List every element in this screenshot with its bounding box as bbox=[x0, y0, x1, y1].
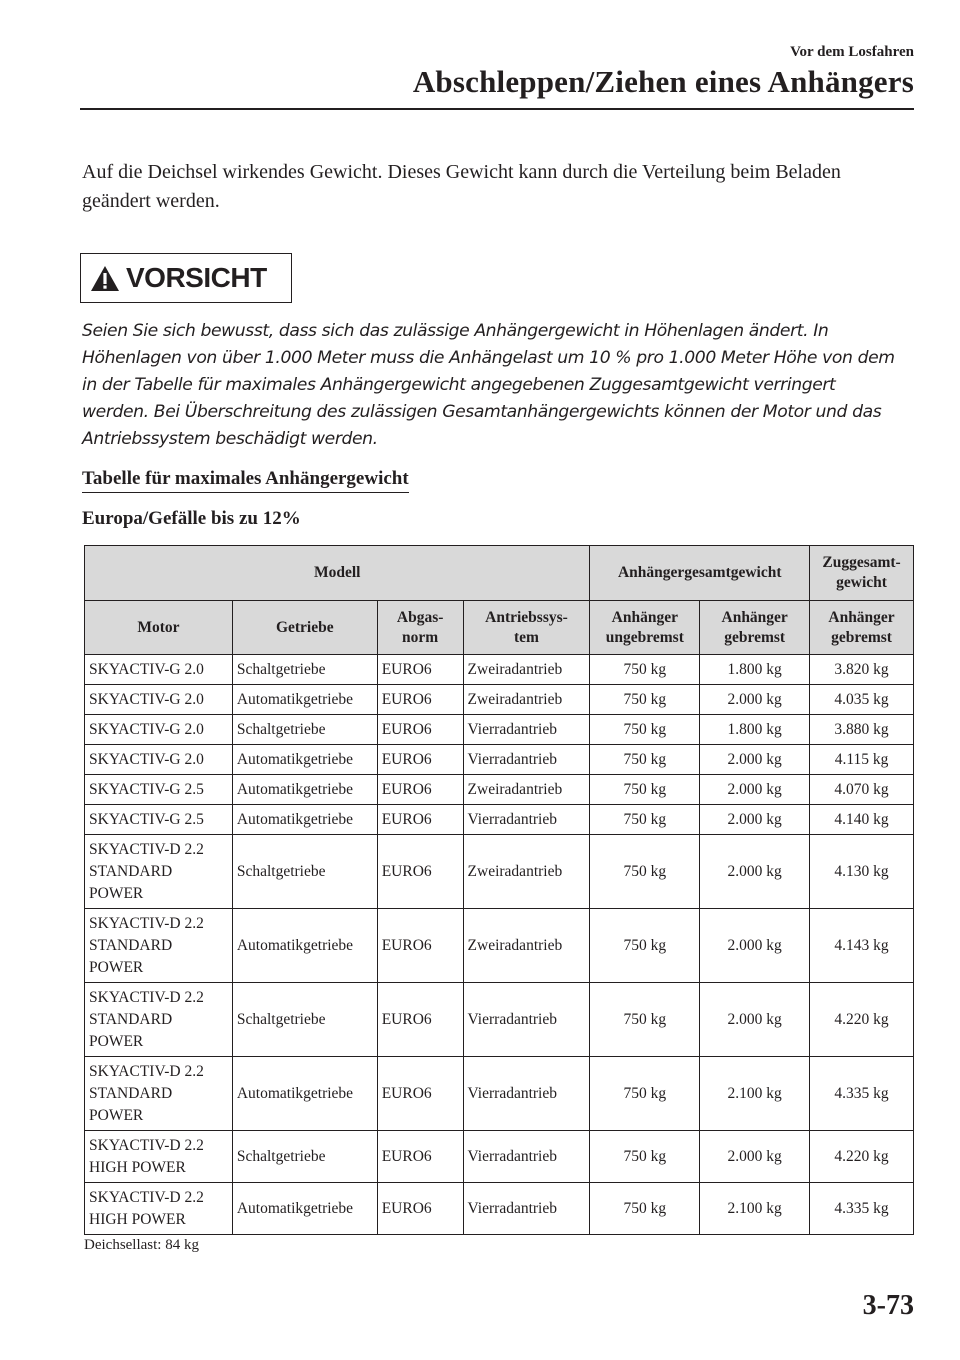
table-subheading: Europa/Gefälle bis zu 12% bbox=[82, 508, 301, 529]
cell-abgasnorm: EURO6 bbox=[377, 685, 463, 715]
table-heading: Tabelle für maximales Anhängergewicht bbox=[82, 468, 409, 493]
cell-abgasnorm: EURO6 bbox=[377, 745, 463, 775]
cell-motor: SKYACTIV-D 2.2 STANDARD POWER bbox=[85, 909, 233, 983]
cell-antriebssystem: Zweiradantrieb bbox=[463, 835, 590, 909]
cell-anhaenger-ungebremst: 750 kg bbox=[590, 835, 700, 909]
cell-anhaenger-ungebremst: 750 kg bbox=[590, 655, 700, 685]
cell-zuggesamtgewicht: 4.143 kg bbox=[810, 909, 914, 983]
cell-anhaenger-gebremst: 1.800 kg bbox=[700, 655, 810, 685]
group-header-anhaengergesamtgewicht: Anhängergesamtgewicht bbox=[590, 546, 810, 601]
cell-getriebe: Automatikgetriebe bbox=[232, 745, 377, 775]
cell-zuggesamtgewicht: 4.140 kg bbox=[810, 805, 914, 835]
table-row bbox=[85, 685, 914, 715]
cell-anhaenger-ungebremst: 750 kg bbox=[590, 805, 700, 835]
table-row bbox=[85, 983, 914, 1057]
table-row bbox=[85, 835, 914, 909]
cell-getriebe: Schaltgetriebe bbox=[232, 1131, 377, 1183]
cell-motor: SKYACTIV-D 2.2 STANDARD POWER bbox=[85, 983, 233, 1057]
cell-abgasnorm: EURO6 bbox=[377, 805, 463, 835]
cell-anhaenger-gebremst: 2.000 kg bbox=[700, 1131, 810, 1183]
cell-motor: SKYACTIV-G 2.0 bbox=[85, 685, 233, 715]
cell-motor: SKYACTIV-D 2.2 STANDARD POWER bbox=[85, 835, 233, 909]
cell-anhaenger-gebremst: 2.000 kg bbox=[700, 745, 810, 775]
cell-antriebssystem: Zweiradantrieb bbox=[463, 655, 590, 685]
cell-getriebe: Schaltgetriebe bbox=[232, 835, 377, 909]
cell-antriebssystem: Zweiradantrieb bbox=[463, 775, 590, 805]
cell-abgasnorm: EURO6 bbox=[377, 775, 463, 805]
cell-motor: SKYACTIV-D 2.2 HIGH POWER bbox=[85, 1183, 233, 1235]
cell-anhaenger-gebremst: 2.000 kg bbox=[700, 909, 810, 983]
cell-antriebssystem: Vierradantrieb bbox=[463, 715, 590, 745]
cell-anhaenger-ungebremst: 750 kg bbox=[590, 1057, 700, 1131]
cell-antriebssystem: Zweiradantrieb bbox=[463, 685, 590, 715]
cell-anhaenger-gebremst: 2.100 kg bbox=[700, 1057, 810, 1131]
caution-text: Seien Sie sich bewusst, dass sich das zulässige Anhängergewicht in Höhenlagen ändert. In Höhenlagen von über 1.000 Meter muss die Anhängelast um 10 % pro 1.000 Meter Höhe von dem in der Tabelle für maximales Anhängergewicht angegebenen Zuggesamtgewicht verringert werden. Bei Überschreitung des zulässigen Gesamtanhängergewichts können der Motor und das Antriebssystem beschädigt werden. bbox=[82, 321, 895, 449]
cell-getriebe: Automatikgetriebe bbox=[232, 685, 377, 715]
column-header-anhaenger-gebremst: Anhänger gebremst bbox=[700, 601, 810, 655]
cell-anhaenger-ungebremst: 750 kg bbox=[590, 1131, 700, 1183]
cell-getriebe: Automatikgetriebe bbox=[232, 775, 377, 805]
cell-motor: SKYACTIV-G 2.0 bbox=[85, 655, 233, 685]
cell-getriebe: Automatikgetriebe bbox=[232, 1057, 377, 1131]
cell-antriebssystem: Vierradantrieb bbox=[463, 1183, 590, 1235]
max-trailer-weight-table bbox=[84, 545, 914, 1235]
column-header-anhaenger-ungebremst: Anhänger ungebremst bbox=[590, 601, 700, 655]
column-header-abgasnorm: Abgas- norm bbox=[377, 601, 463, 655]
cell-abgasnorm: EURO6 bbox=[377, 1183, 463, 1235]
caution-box bbox=[80, 253, 292, 303]
cell-zuggesamtgewicht: 4.335 kg bbox=[810, 1057, 914, 1131]
footnote: Deichsellast: 84 kg bbox=[84, 1237, 199, 1253]
cell-anhaenger-ungebremst: 750 kg bbox=[590, 745, 700, 775]
cell-abgasnorm: EURO6 bbox=[377, 1131, 463, 1183]
cell-motor: SKYACTIV-G 2.5 bbox=[85, 805, 233, 835]
cell-zuggesamtgewicht: 4.335 kg bbox=[810, 1183, 914, 1235]
cell-anhaenger-ungebremst: 750 kg bbox=[590, 685, 700, 715]
header-divider bbox=[80, 108, 914, 110]
table-row bbox=[85, 909, 914, 983]
warning-triangle-icon bbox=[90, 265, 120, 292]
cell-antriebssystem: Zweiradantrieb bbox=[463, 909, 590, 983]
cell-abgasnorm: EURO6 bbox=[377, 715, 463, 745]
table-row bbox=[85, 775, 914, 805]
table-group-header-row bbox=[85, 546, 914, 601]
cell-getriebe: Schaltgetriebe bbox=[232, 983, 377, 1057]
table-row bbox=[85, 715, 914, 745]
cell-anhaenger-gebremst: 2.000 kg bbox=[700, 835, 810, 909]
column-header-antriebssystem: Antriebssys- tem bbox=[463, 601, 590, 655]
cell-zuggesamtgewicht: 4.115 kg bbox=[810, 745, 914, 775]
cell-zuggesamtgewicht: 3.880 kg bbox=[810, 715, 914, 745]
cell-anhaenger-gebremst: 1.800 kg bbox=[700, 715, 810, 745]
cell-antriebssystem: Vierradantrieb bbox=[463, 1057, 590, 1131]
column-header-motor: Motor bbox=[85, 601, 233, 655]
cell-motor: SKYACTIV-G 2.0 bbox=[85, 745, 233, 775]
caution-label: VORSICHT bbox=[126, 262, 267, 293]
cell-motor: SKYACTIV-G 2.5 bbox=[85, 775, 233, 805]
cell-anhaenger-ungebremst: 750 kg bbox=[590, 715, 700, 745]
cell-abgasnorm: EURO6 bbox=[377, 835, 463, 909]
cell-motor: SKYACTIV-D 2.2 HIGH POWER bbox=[85, 1131, 233, 1183]
cell-antriebssystem: Vierradantrieb bbox=[463, 805, 590, 835]
page-title: Abschleppen/Ziehen eines Anhängers bbox=[412, 64, 914, 99]
cell-anhaenger-gebremst: 2.100 kg bbox=[700, 1183, 810, 1235]
table-row bbox=[85, 805, 914, 835]
table-row bbox=[85, 745, 914, 775]
cell-getriebe: Automatikgetriebe bbox=[232, 805, 377, 835]
table-row bbox=[85, 1131, 914, 1183]
cell-antriebssystem: Vierradantrieb bbox=[463, 983, 590, 1057]
cell-anhaenger-gebremst: 2.000 kg bbox=[700, 775, 810, 805]
table-row bbox=[85, 655, 914, 685]
column-header-getriebe: Getriebe bbox=[232, 601, 377, 655]
cell-anhaenger-ungebremst: 750 kg bbox=[590, 909, 700, 983]
cell-zuggesamtgewicht: 4.220 kg bbox=[810, 983, 914, 1057]
cell-abgasnorm: EURO6 bbox=[377, 655, 463, 685]
cell-getriebe: Automatikgetriebe bbox=[232, 1183, 377, 1235]
intro-paragraph: Auf die Deichsel wirkendes Gewicht. Dieses Gewicht kann durch die Verteilung beim Beladen geändert werden. bbox=[82, 161, 841, 212]
cell-anhaenger-ungebremst: 750 kg bbox=[590, 1183, 700, 1235]
cell-anhaenger-gebremst: 2.000 kg bbox=[700, 983, 810, 1057]
group-header-zuggesamtgewicht: Zuggesamt- gewicht bbox=[810, 546, 914, 601]
cell-getriebe: Automatikgetriebe bbox=[232, 909, 377, 983]
cell-anhaenger-gebremst: 2.000 kg bbox=[700, 805, 810, 835]
cell-abgasnorm: EURO6 bbox=[377, 909, 463, 983]
page-number: 3-73 bbox=[862, 1290, 914, 1321]
table-row bbox=[85, 1057, 914, 1131]
cell-anhaenger-ungebremst: 750 kg bbox=[590, 983, 700, 1057]
cell-abgasnorm: EURO6 bbox=[377, 1057, 463, 1131]
table-column-header-row bbox=[85, 601, 914, 655]
cell-zuggesamtgewicht: 4.070 kg bbox=[810, 775, 914, 805]
cell-abgasnorm: EURO6 bbox=[377, 983, 463, 1057]
table-row bbox=[85, 1183, 914, 1235]
cell-antriebssystem: Vierradantrieb bbox=[463, 1131, 590, 1183]
group-header-modell: Modell bbox=[85, 546, 590, 601]
cell-getriebe: Schaltgetriebe bbox=[232, 715, 377, 745]
header-section-label: Vor dem Losfahren bbox=[790, 44, 914, 60]
cell-motor: SKYACTIV-D 2.2 STANDARD POWER bbox=[85, 1057, 233, 1131]
cell-getriebe: Schaltgetriebe bbox=[232, 655, 377, 685]
column-header-zug-anhaenger-gebremst: Anhänger gebremst bbox=[810, 601, 914, 655]
table-body bbox=[85, 655, 914, 1235]
cell-zuggesamtgewicht: 4.035 kg bbox=[810, 685, 914, 715]
cell-anhaenger-gebremst: 2.000 kg bbox=[700, 685, 810, 715]
cell-zuggesamtgewicht: 3.820 kg bbox=[810, 655, 914, 685]
cell-anhaenger-ungebremst: 750 kg bbox=[590, 775, 700, 805]
cell-zuggesamtgewicht: 4.220 kg bbox=[810, 1131, 914, 1183]
cell-antriebssystem: Vierradantrieb bbox=[463, 745, 590, 775]
cell-zuggesamtgewicht: 4.130 kg bbox=[810, 835, 914, 909]
cell-motor: SKYACTIV-G 2.0 bbox=[85, 715, 233, 745]
